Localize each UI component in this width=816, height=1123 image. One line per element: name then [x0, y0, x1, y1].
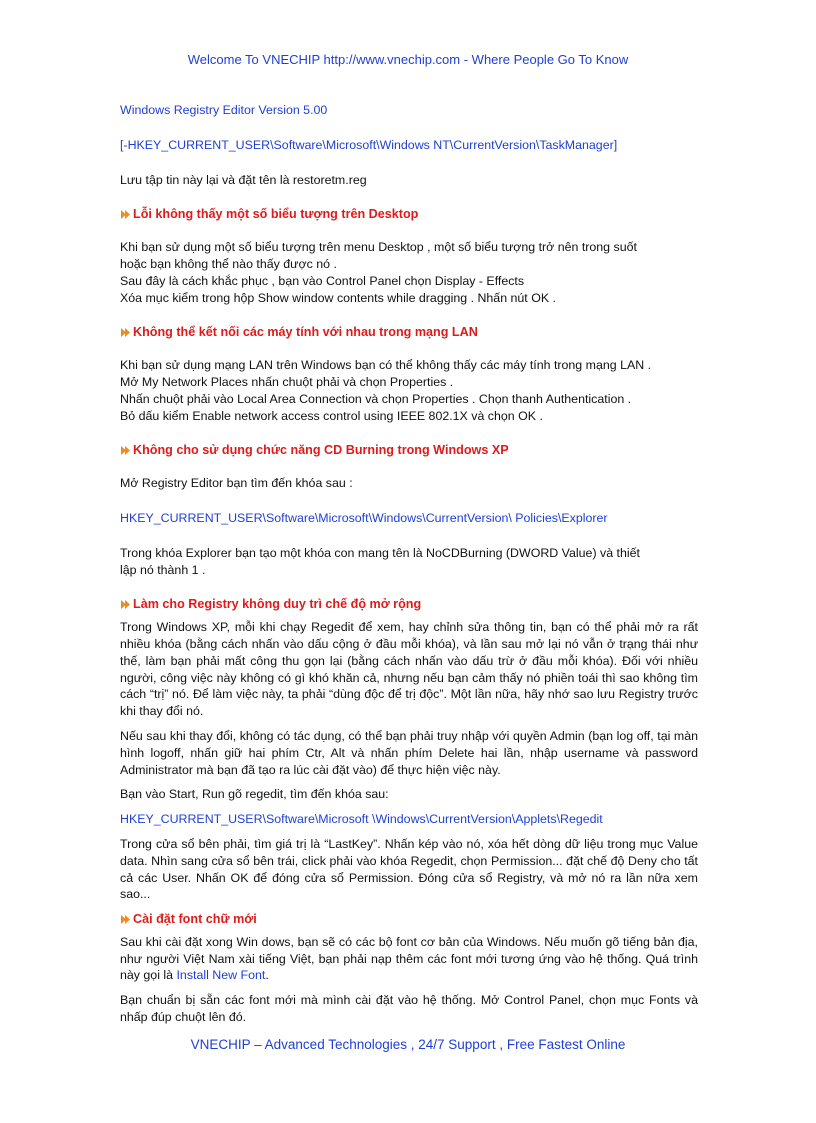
paragraph-text: Sau khi cài đặt xong Win dows, bạn sẽ có các bộ font cơ bản của Windows. Nếu muốn gõ tiếng bản địa, như người Việt Nam xài tiếng Việt, bạn phải nạp thêm các font mới tương ứng vào hệ thống. Quá trình này gọi là — [120, 934, 698, 983]
registry-key: [-HKEY_CURRENT_USER\Software\Microsoft\Windows NT\CurrentVersion\TaskManager] — [120, 137, 618, 152]
arrow-bullet-icon — [120, 209, 131, 220]
text-line: Xóa mục kiểm trong hộp Show window contents while dragging . Nhấn nút OK . — [120, 290, 556, 305]
section-heading — [120, 596, 698, 613]
text-line: Mở Registry Editor bạn tìm đến khóa sau : — [120, 476, 353, 491]
registry-version: Windows Registry Editor Version 5.00 — [120, 103, 328, 117]
section-body — [120, 239, 698, 306]
section-heading — [120, 442, 698, 459]
paragraph: Trong cửa sổ bên phải, tìm giá trị là “LastKey”. Nhấn kép vào nó, xóa hết dòng dữ liệu trong mục Value data. Nhìn sang cửa sổ bên trái, click phải vào khóa Regedit, chọn Permission... đặt chế độ Deny cho tất cả các User. Nhấn OK để đóng cửa sổ Permission. Đóng cửa sổ Registry, và mở nó ra lần nữa xem sao... — [120, 836, 698, 902]
text-line: hoặc bạn không thể nào thấy được nó . — [120, 256, 337, 271]
text-line: Sau đây là cách khắc phục , bạn vào Control Panel chọn Display - Effects — [120, 273, 525, 288]
paragraph: Trong Windows XP, mỗi khi chạy Regedit để xem, hay chỉnh sửa thông tin, bạn có thể phải mở ra rất nhiều khóa (bằng cách nhấn vào dấu cộng ở đầu mỗi khóa), và lần sau mở lại nó vẫn ở trạng thái như thế, làm bạn phải mất công thu gọn lại (bằng cách nhấn vào dấu trừ ở đầu mỗi khóa). Đối với nhiều người, công việc này không có gì khó khăn cả, nhưng nếu bạn cảm thấy nó phiền toái thì sao không tìm cách “trị” nó. Để làm việc này, ta phải “dùng độc để trị độc”. Một lần nữa, hãy nhớ sao lưu Registry trước khi thay đổi nó. — [120, 620, 698, 719]
text-line: Nhấn chuột phải vào Local Area Connection và chọn Properties . Chọn thanh Authentication . — [120, 391, 632, 406]
arrow-bullet-icon — [120, 599, 131, 610]
text-line: Mở My Network Places nhấn chuột phải và chọn Properties . — [120, 374, 454, 389]
text-line: Khi bạn sử dụng một số biểu tượng trên menu Desktop , một số biểu tượng trở nên trong suốt — [120, 240, 637, 255]
text-line: Trong khóa Explorer bạn tạo một khóa con mang tên là NoCDBurning (DWORD Value) và thiết — [120, 545, 640, 560]
arrow-bullet-icon — [120, 914, 131, 925]
section-heading — [120, 911, 698, 928]
arrow-bullet-icon — [120, 445, 131, 456]
paragraph: Bạn chuẩn bị sẵn các font mới mà mình cài đặt vào hệ thống. Mở Control Panel, chọn mục Fonts và nhấp đúp chuột lên đó. — [120, 993, 698, 1025]
section-title: Lỗi không thấy một số biểu tượng trên Desktop — [133, 207, 419, 222]
save-note: Lưu tập tin này lại và đặt tên là restoretm.reg — [120, 172, 367, 187]
page-header: Welcome To VNECHIP http://www.vnechip.com - Where People Go To Know — [187, 52, 629, 67]
section-title: Không thể kết nối các máy tính với nhau trong mạng LAN — [133, 325, 478, 340]
paragraph: Bạn vào Start, Run gõ regedit, tìm đến khóa sau: — [120, 787, 389, 802]
text-line: lập nó thành 1 . — [120, 562, 206, 577]
section-body — [120, 545, 698, 579]
page-content — [120, 102, 698, 1034]
section-title: Cài đặt font chữ mới — [133, 912, 257, 927]
paragraph-text: . — [265, 968, 269, 983]
section-body — [120, 357, 698, 424]
section-heading — [120, 206, 698, 223]
paragraph — [120, 934, 698, 984]
paragraph: Nếu sau khi thay đổi, không có tác dụng, có thể bạn phải truy nhập với quyền Admin (bạn log off, tại màn hình logoff, nhấn giữ hai phím Ctr, Alt và nhấn phím Delete hai lần, nhập username và password Administrator mà bạn đã tạo ra lúc cài đặt vào) để thực hiện việc này. — [120, 728, 698, 777]
page-footer: VNECHIP – Advanced Technologies , 24/7 Support , Free Fastest Online — [190, 1037, 626, 1052]
registry-key: HKEY_CURRENT_USER\Software\Microsoft \Windows\CurrentVersion\Applets\Regedit — [120, 812, 603, 827]
install-new-font-link[interactable]: Install New Font — [176, 968, 266, 983]
text-line: Bỏ dấu kiểm Enable network access control using IEEE 802.1X và chọn OK . — [120, 408, 543, 423]
text-line: Khi bạn sử dụng mạng LAN trên Windows bạn có thể không thấy các máy tính trong mạng LAN . — [120, 358, 652, 373]
section-heading — [120, 324, 698, 341]
section-title: Không cho sử dụng chức năng CD Burning trong Windows XP — [133, 443, 509, 458]
registry-key: HKEY_CURRENT_USER\Software\Microsoft\Windows\CurrentVersion\ Policies\Explorer — [120, 510, 608, 525]
arrow-bullet-icon — [120, 327, 131, 338]
section-title: Làm cho Registry không duy trì chế độ mở rộng — [133, 597, 422, 612]
